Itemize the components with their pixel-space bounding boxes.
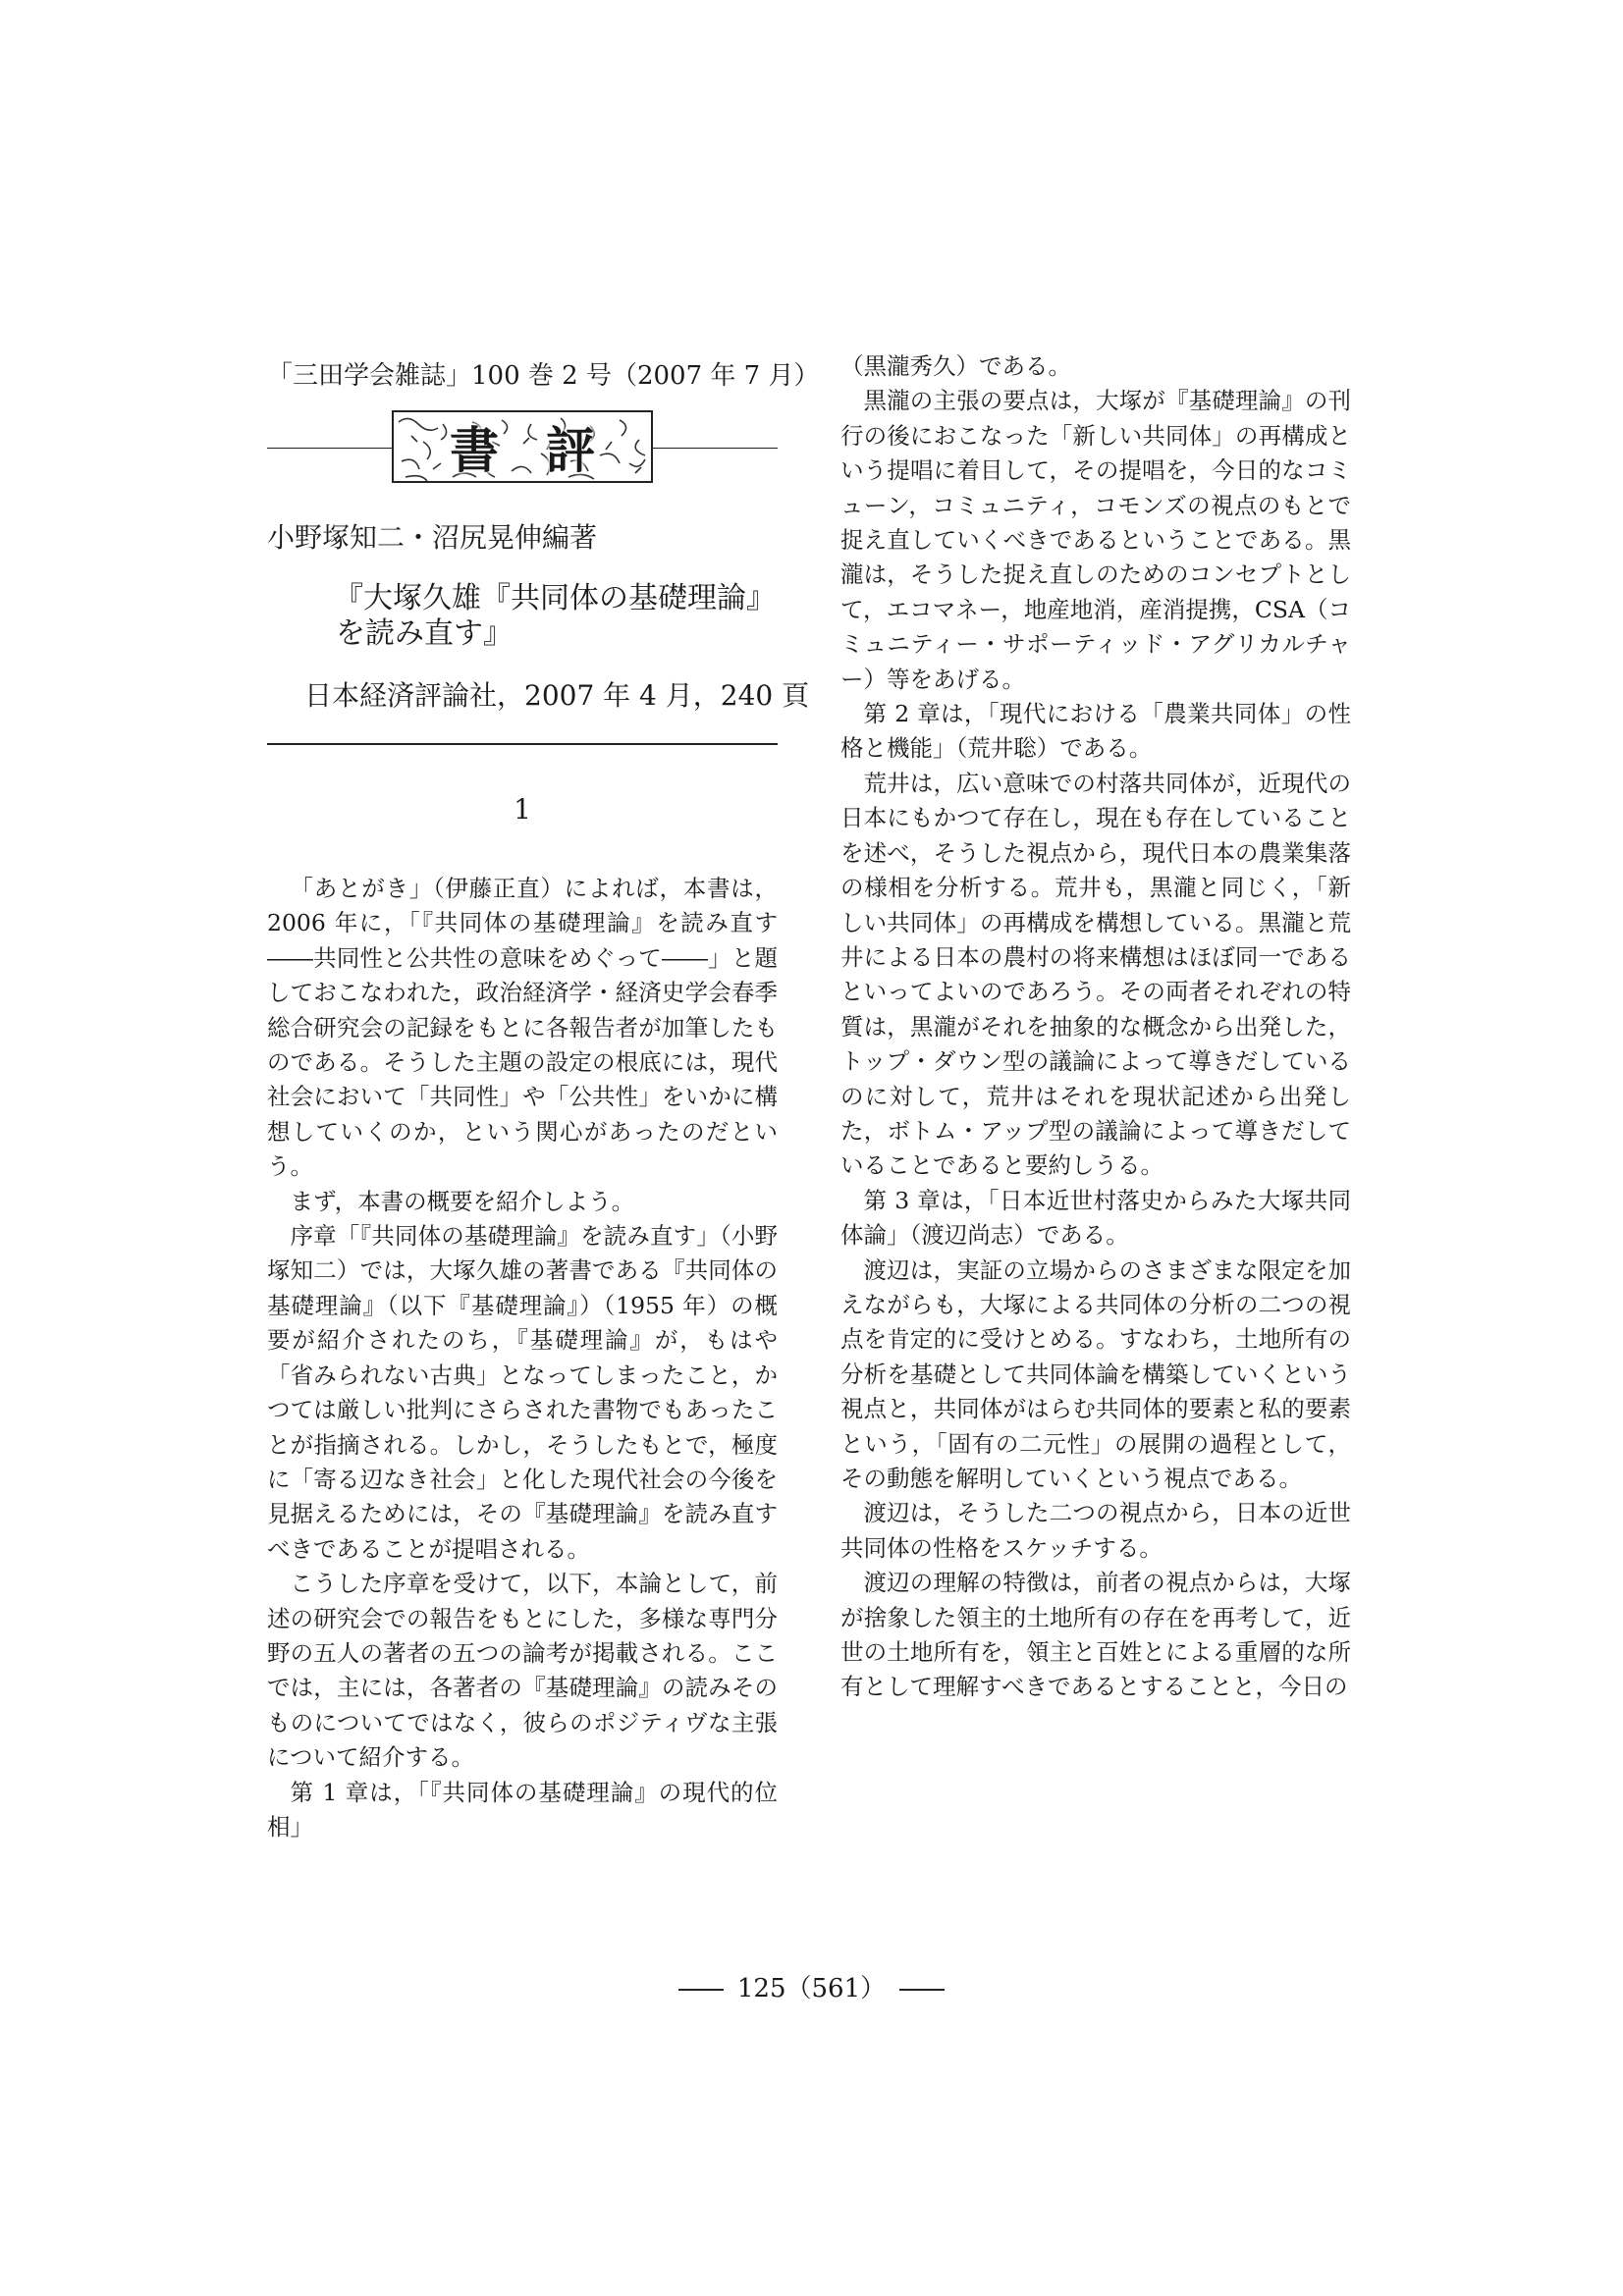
paragraph: 渡辺の理解の特徴は，前者の視点からは，大塚が捨象した領主的土地所有の存在を再考して，近世の土地所有を，領主と百姓とによる重層的な所有として理解すべきであるとすることと，今日の [840,1569,1351,1701]
paragraph: 第 1 章は，「『共同体の基礎理論』の現代的位相」 [267,1778,778,1841]
book-title-line2: を読み直す』 [336,616,513,651]
header-rule [267,743,778,745]
book-title [334,581,776,652]
page-footer [0,1968,1623,2004]
paragraph: 序章「『共同体の基礎理論』を読み直す」（小野塚知二）では，大塚久雄の著書である『共同体の基礎理論』（以下『基礎理論』）（1955 年）の概要が紹介されたのち，『基礎理論』が，もはや「省みられない古典」となってしまったこと，かつては厳しい批判にさらされた書物でもあったことが指摘される。しかし，そうしたもとで，極度に「寄る辺なき社会」と化した現代社会の今後を見据えるためには，その『基礎理論』を読み直すべきであることが提唱される。 [267,1222,778,1563]
banner-box [392,410,653,483]
left-column [267,872,778,1844]
paragraph: 渡辺は，実証の立場からのさまざまな限定を加えながらも，大塚による共同体の分析の二つの視点を肯定的に受けとめる。すなわち，土地所有の分析を基礎として共同体論を構築していくという視点と，共同体がはらむ共同体的要素と私的要素という，「固有の二元性」の展開の過程として，その動態を解明していくという視点である。 [840,1255,1351,1492]
paragraph: 渡辺は，そうした二つの視点から，日本の近世共同体の性格をスケッチする。 [840,1499,1351,1562]
footer-dash-left [678,1989,724,1991]
paragraph: 黒瀧の主張の要点は，大塚が『基礎理論』の刊行の後におこなった「新しい共同体」の再構成という提唱に着目して，その提唱を，今日的なコミューン，コミュニティ，コモンズの視点のもとで捉え直していくべきであるということである。黒瀧は，そうした捉え直しのためのコンセプトとして，エコマネー，地産地消，産消提携，CSA（コミュニティー・サポーティッド・アグリカルチャー）等をあげる。 [840,387,1351,693]
journal-citation: 「三田学会雑誌」100 巻 2 号（2007 年 7 月） [267,361,820,391]
paragraph: （黒瀧秀久）である。 [840,352,1071,380]
banner-rule-left [267,448,392,449]
book-publisher: 日本経済評論社，2007 年 4 月，240 頁 [304,679,810,712]
banner-title: 書評 [450,421,642,479]
paragraph: 「あとがき」（伊藤正直）によれば，本書は，2006 年に，「『共同体の基礎理論』を読み直す――共同性と公共性の意味をめぐって――」と題しておこなわれた，政治経済学・経済史学会春季総合研究会の記録をもとに各報告者が加筆したものである。そうした主題の設定の根底には，現代社会において「共同性」や「公共性」をいかに構想していくのか，という関心があったのだという。 [267,875,778,1181]
paragraph: 第 2 章は，「現代における「農業共同体」の性格と機能」（荒井聡）である。 [840,700,1351,763]
page-number: 125（561） [736,1974,887,2003]
paragraph: 第 3 章は，「日本近世村落史からみた大塚共同体論」（渡辺尚志）である。 [840,1186,1351,1250]
paragraph: こうした序章を受けて，以下，本論として，前述の研究会での報告をもとにした，多様な専門分野の五人の著者の五つの論考が掲載される。ここでは，主には，各著者の『基礎理論』の読みそのものについてではなく，彼らのポジティヴな主張について紹介する。 [267,1570,778,1772]
section-banner [267,410,778,485]
paragraph: まず，本書の概要を紹介しよう。 [290,1187,635,1215]
right-column [840,349,1351,1705]
paragraph: 荒井は，広い意味での村落共同体が，近現代の日本にもかつて存在し，現在も存在していることを述べ，そうした視点から，現代日本の農業集落の様相を分析する。荒井も，黒瀧と同じく，「新しい共同体」の再構成を構想している。黒瀧と荒井による日本の農村の将来構想はほぼ同一であるといってよいのであろう。その両者それぞれの特質は，黒瀧がそれを抽象的な概念から出発した，トップ・ダウン型の議論によって導きだしているのに対して，荒井はそれを現状記述から出発した，ボトム・アップ型の議論によって導きだしていることであると要約しうる。 [840,769,1351,1180]
section-number: 1 [514,793,531,826]
footer-dash-right [899,1989,945,1991]
book-authors: 小野塚知二・沼尻晃伸編著 [267,521,598,554]
book-title-line1: 『大塚久雄『共同体の基礎理論』 [334,581,776,615]
banner-rule-right [653,448,778,449]
